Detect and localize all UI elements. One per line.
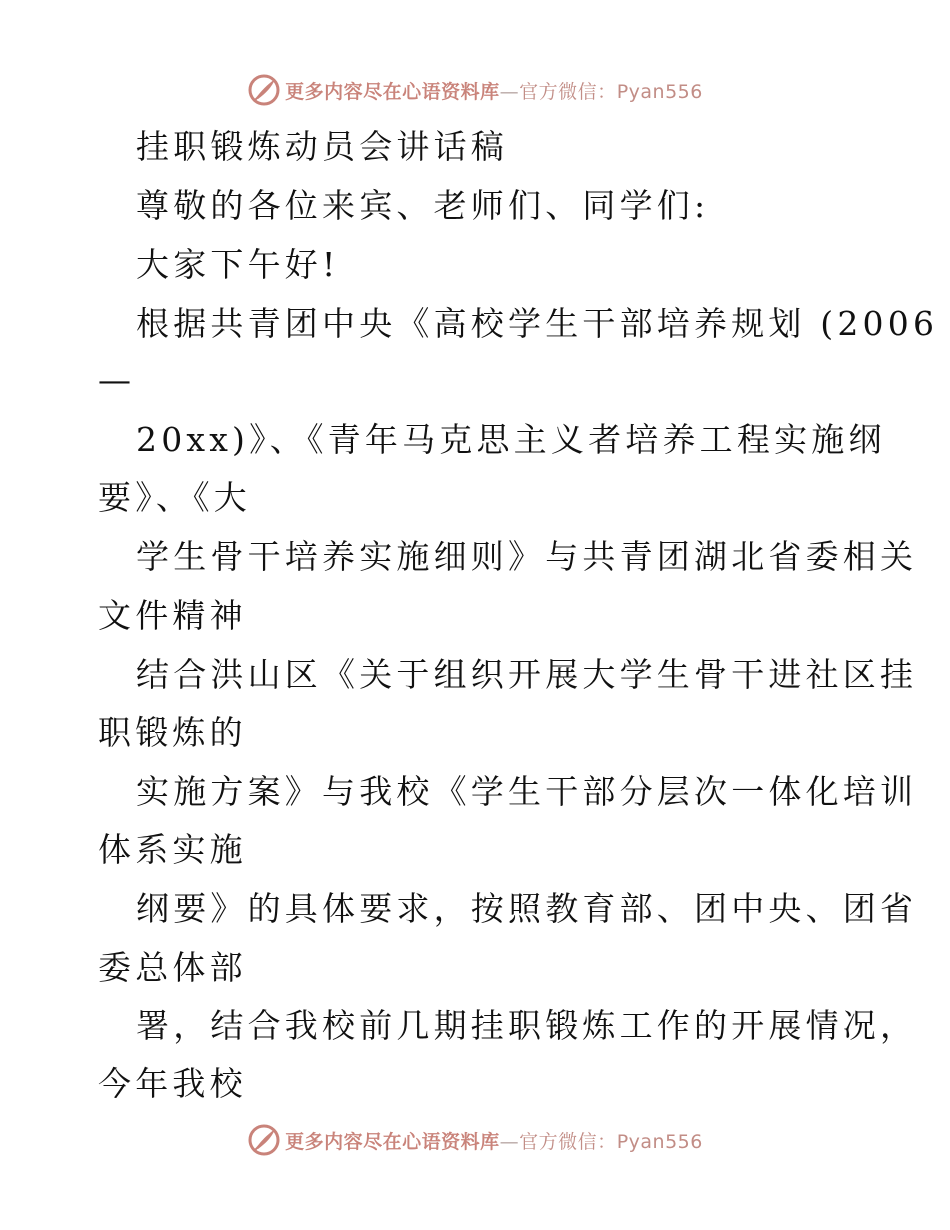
watermark-wechat-id: Pyan556 bbox=[616, 1130, 703, 1153]
watermark-text bbox=[285, 77, 703, 104]
watermark-separator: — bbox=[499, 80, 520, 103]
quill-pen-logo-icon bbox=[247, 73, 281, 107]
footer-watermark bbox=[0, 1118, 950, 1162]
paragraph-line: 20xx)》、《青年马克思主义者培养工程实施纲 bbox=[136, 420, 886, 459]
watermark-site-text: 更多内容尽在心语资料库 bbox=[285, 80, 500, 103]
header-watermark bbox=[0, 68, 950, 112]
paragraph-line: 学生骨干培养实施细则》与共青团湖北省委相关 bbox=[136, 537, 918, 576]
watermark-wechat-id: Pyan556 bbox=[616, 80, 703, 103]
watermark-wechat-label: 官方微信： bbox=[519, 1130, 617, 1153]
paragraph-line: 署，结合我校前几期挂职锻炼工作的开展情况， bbox=[136, 1006, 918, 1045]
paragraph-line: 大家下午好! bbox=[136, 245, 340, 284]
watermark-text bbox=[285, 1127, 703, 1154]
paragraph-line: 今年我校 bbox=[98, 1064, 247, 1103]
paragraph-line: — bbox=[98, 360, 136, 399]
watermark-wechat-label: 官方微信： bbox=[519, 80, 617, 103]
paragraph-line: 委总体部 bbox=[98, 948, 247, 987]
document-title: 挂职锻炼动员会讲话稿 bbox=[136, 127, 508, 166]
watermark-separator: — bbox=[499, 1130, 520, 1153]
watermark-site-text: 更多内容尽在心语资料库 bbox=[285, 1130, 500, 1153]
paragraph-line: 纲要》的具体要求，按照教育部、团中央、团省 bbox=[136, 889, 918, 928]
paragraph-line: 根据共青团中央《高校学生干部培养规划 (2006 bbox=[136, 304, 939, 343]
paragraph-line: 实施方案》与我校《学生干部分层次一体化培训 bbox=[136, 772, 918, 811]
paragraph-line: 职锻炼的 bbox=[98, 713, 247, 752]
paragraph-line: 尊敬的各位来宾、老师们、同学们: bbox=[136, 186, 710, 225]
paragraph-line: 体系实施 bbox=[98, 830, 247, 869]
paragraph-line: 结合洪山区《关于组织开展大学生骨干进社区挂 bbox=[136, 655, 918, 694]
quill-pen-logo-icon bbox=[247, 1123, 281, 1157]
paragraph-line: 要》、《大 bbox=[98, 478, 251, 517]
paragraph-line: 文件精神 bbox=[98, 596, 247, 635]
